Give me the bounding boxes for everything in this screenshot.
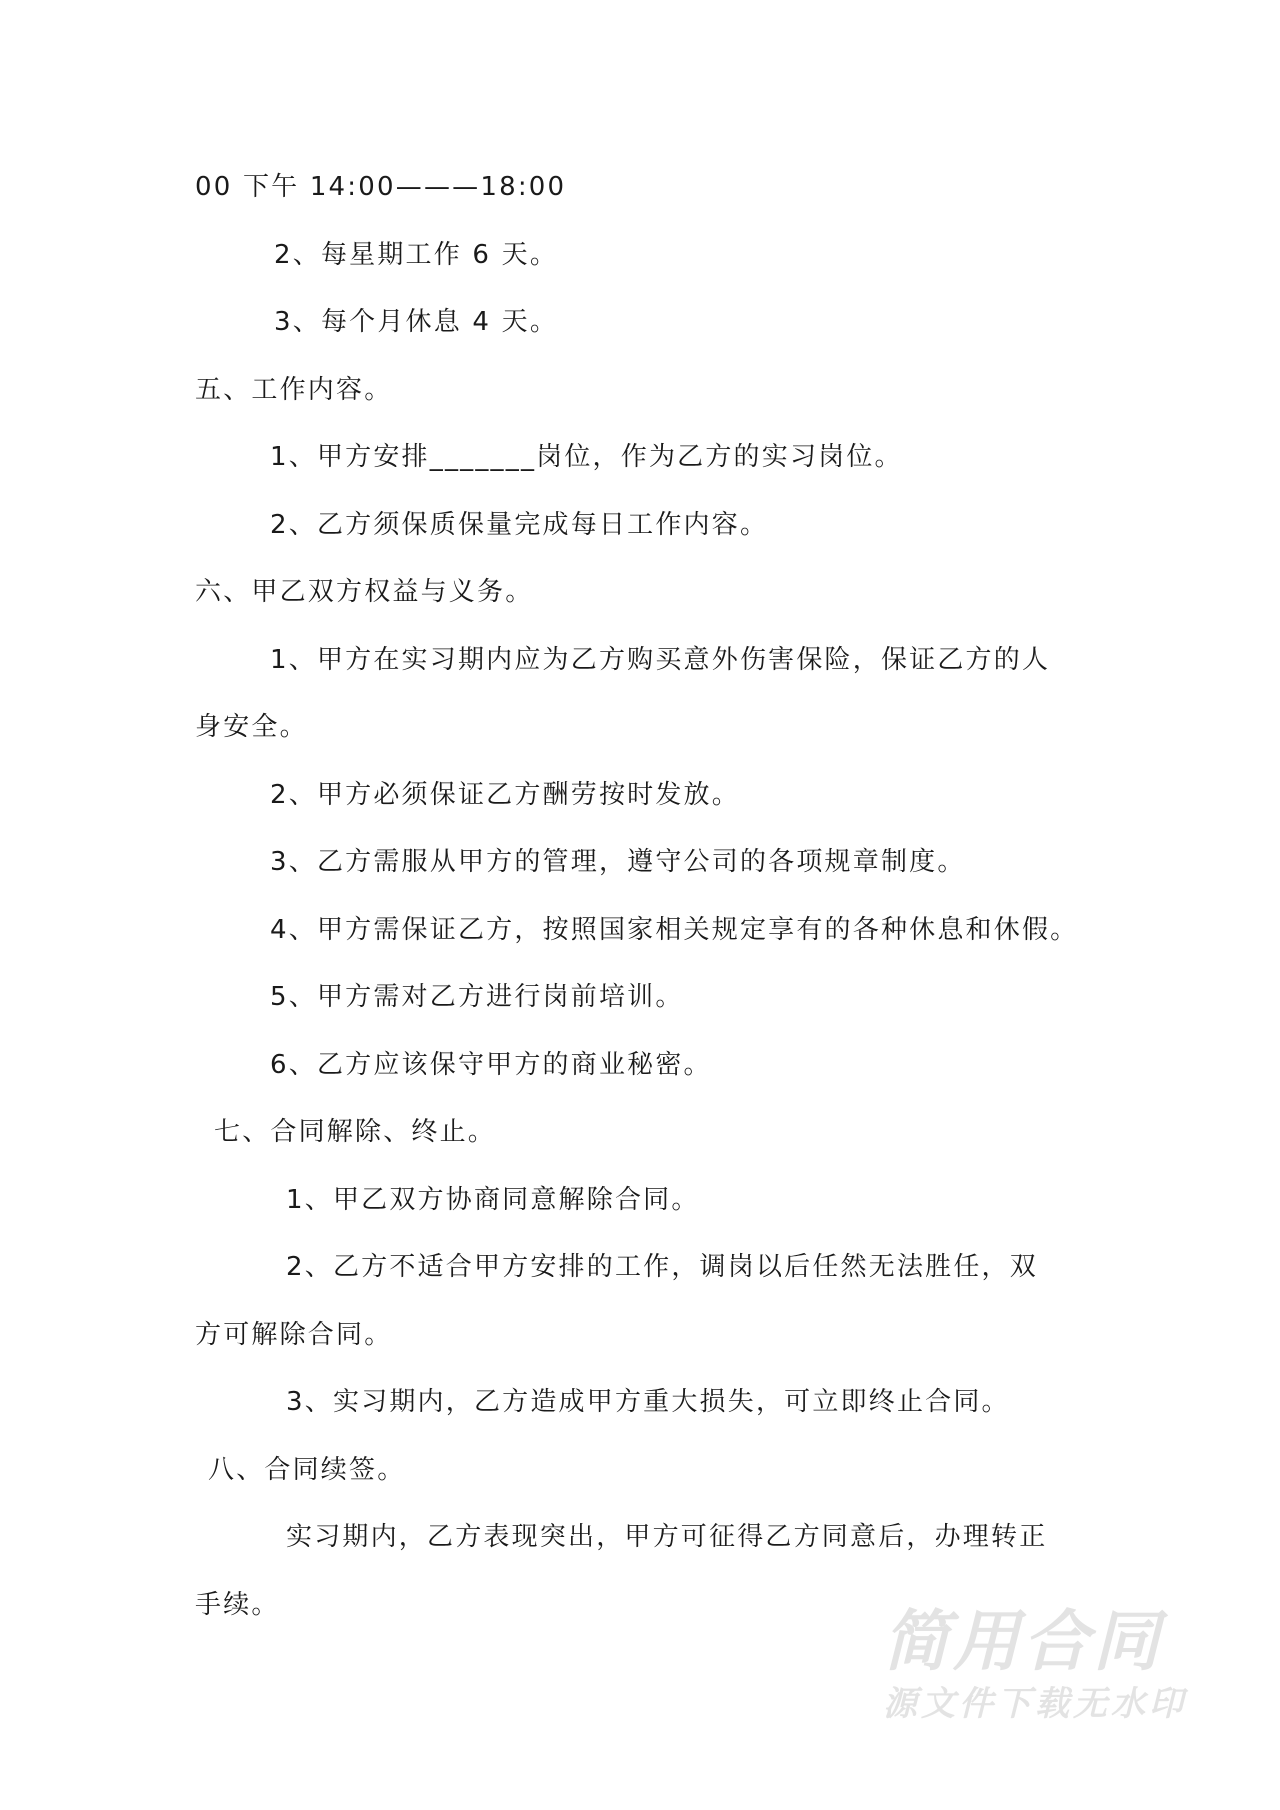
watermark-subtitle: 源文件下载无水印 [883, 1684, 1187, 1724]
text-line: 3、每个月休息 4 天。 [274, 307, 559, 337]
text-line: 1、甲方安排_______岗位，作为乙方的实习岗位。 [270, 442, 903, 472]
section-heading: 七、合同解除、终止。 [214, 1117, 497, 1147]
section-heading: 六、甲乙双方权益与义务。 [195, 577, 534, 607]
section-heading: 八、合同续签。 [208, 1454, 406, 1485]
text-line: 实习期内，乙方表现突出，甲方可征得乙方同意后，办理转正 [286, 1522, 1048, 1552]
text-line: 3、乙方需服从甲方的管理，遵守公司的各项规章制度。 [270, 847, 966, 877]
text-line: 1、甲乙双方协商同意解除合同。 [286, 1184, 700, 1215]
text-line: 方可解除合同。 [195, 1319, 393, 1350]
text-line: 2、乙方须保质保量完成每日工作内容。 [270, 509, 769, 540]
document-body [0, 154, 1280, 1639]
watermark-title: 简用合同 [883, 1603, 1163, 1680]
text-line: 3、实习期内，乙方造成甲方重大损失，可立即终止合同。 [286, 1387, 1010, 1417]
text-line: 6、乙方应该保守甲方的商业秘密。 [270, 1049, 712, 1080]
text-line: 1、甲方在实习期内应为乙方购买意外伤害保险，保证乙方的人 [270, 644, 1051, 675]
section-heading: 五、工作内容。 [195, 374, 393, 405]
text-line: 2、乙方不适合甲方安排的工作，调岗以后任然无法胜任，双 [286, 1252, 1038, 1282]
text-line: 身安全。 [195, 712, 308, 742]
text-line: 手续。 [195, 1589, 280, 1620]
text-line: 00 下午 14:00———18:00 [195, 172, 567, 202]
text-line: 2、甲方必须保证乙方酬劳按时发放。 [270, 779, 740, 810]
text-line: 2、每星期工作 6 天。 [274, 239, 559, 270]
text-line: 4、甲方需保证乙方，按照国家相关规定享有的各种休息和休假。 [270, 914, 1079, 945]
text-line: 5、甲方需对乙方进行岗前培训。 [270, 982, 684, 1012]
